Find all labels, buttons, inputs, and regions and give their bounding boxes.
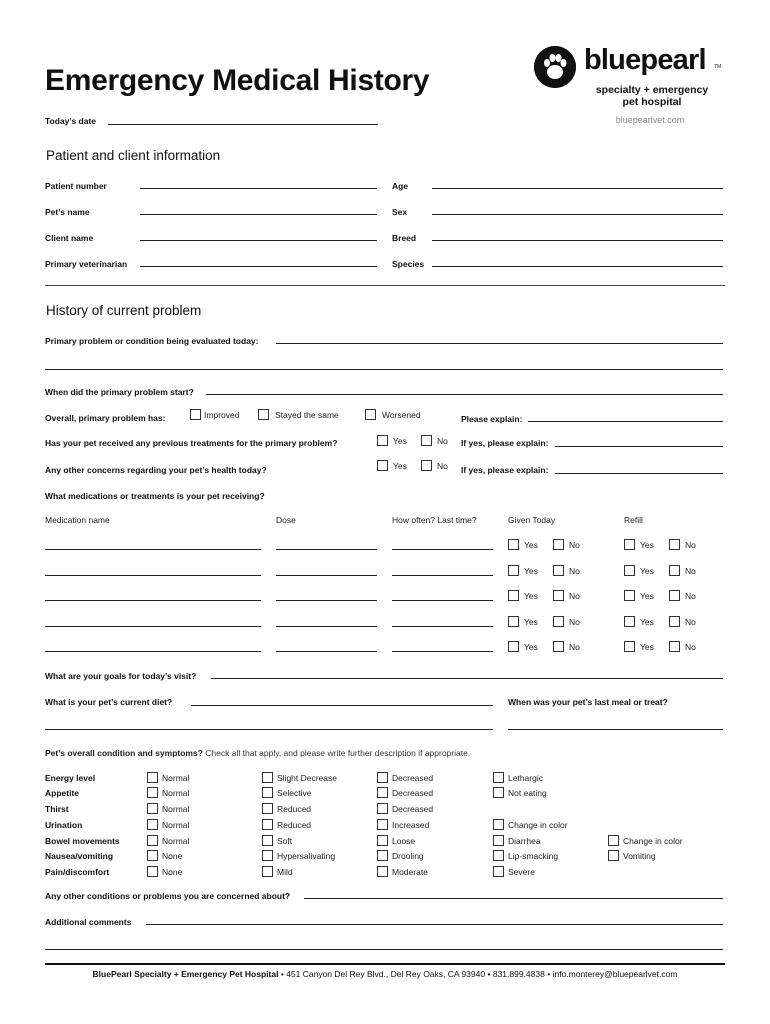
given-today-no-label: No [569, 540, 580, 550]
logo-tagline-2: pet hospital [622, 96, 682, 108]
other-concerns-label: Any other concerns regarding your pet’s health today? [45, 465, 267, 475]
thirst-normal-label: Normal [162, 804, 190, 814]
refill-no-checkbox[interactable] [669, 565, 680, 576]
pet-s-name-label: Pet’s name [45, 207, 90, 217]
appetite-not-eating-label: Not eating [508, 788, 547, 798]
additional-comments-field[interactable] [146, 924, 723, 925]
thirst-decreased-checkbox[interactable] [377, 803, 388, 814]
patient-number-label: Patient number [45, 181, 107, 191]
energy-level-lethargic-checkbox[interactable] [493, 772, 504, 783]
age-field[interactable] [432, 188, 723, 189]
bowel-movements-normal-label: Normal [162, 836, 190, 846]
dose-field[interactable] [276, 651, 377, 652]
worsened-checkbox[interactable] [365, 409, 376, 420]
if-yes-label: If yes, please explain: [461, 438, 549, 448]
medication-name-field[interactable] [45, 549, 261, 550]
other-concerns-yes-label: Yes [393, 461, 407, 471]
given-today-no-label: No [569, 617, 580, 627]
nausea-vomiting-none-label: None [162, 851, 183, 861]
given-today-yes-label: Yes [524, 540, 538, 550]
urination-reduced-checkbox[interactable] [262, 819, 273, 830]
medication-name-field[interactable] [45, 600, 261, 601]
nausea-vomiting-lip-smacking-checkbox[interactable] [493, 850, 504, 861]
additional-comments-label: Additional comments [45, 917, 132, 927]
bowel-movements-loose-label: Loose [392, 836, 416, 846]
medication-name-field[interactable] [45, 651, 261, 652]
dose-field[interactable] [276, 600, 377, 601]
pain-discomfort-severe-label: Severe [508, 867, 535, 877]
goals-label: What are your goals for today’s visit? [45, 671, 197, 681]
given-today-yes-label: Yes [524, 566, 538, 576]
given-today-yes-checkbox[interactable] [508, 641, 519, 652]
previous-treatments-no-checkbox[interactable] [421, 435, 432, 446]
medication-name-field[interactable] [45, 575, 261, 576]
todays-date-field[interactable] [108, 124, 378, 125]
stayed-same-option-label: Stayed the same [275, 410, 339, 420]
appetite-decreased-checkbox[interactable] [377, 787, 388, 798]
footer-sep-1: • [280, 969, 284, 979]
nausea-vomiting-hypersalivating-label: Hypersalivating [277, 851, 336, 861]
refill-no-label: No [685, 642, 696, 652]
last-meal-label: When was your pet’s last meal or treat? [508, 697, 668, 707]
breed-label: Breed [392, 233, 417, 243]
pain-discomfort-mild-checkbox[interactable] [262, 866, 273, 877]
given-today-no-checkbox[interactable] [553, 641, 564, 652]
thirst-reduced-checkbox[interactable] [262, 803, 273, 814]
given-today-no-label: No [569, 591, 580, 601]
goals-field[interactable] [211, 678, 723, 679]
appetite-normal-checkbox[interactable] [147, 787, 158, 798]
refill-yes-label: Yes [640, 540, 654, 550]
primary-veterinarian-label: Primary veterinarian [45, 259, 128, 269]
dose-field[interactable] [276, 575, 377, 576]
refill-no-label: No [685, 540, 696, 550]
primary-veterinarian-field[interactable] [140, 266, 377, 267]
energy-level-slight-decrease-checkbox[interactable] [262, 772, 273, 783]
refill-no-checkbox[interactable] [669, 590, 680, 601]
other-conditions-label: Any other conditions or problems you are concerned about? [45, 891, 291, 901]
how-often-header: How often? Last time? [392, 515, 477, 525]
thirst-reduced-label: Reduced [277, 804, 312, 814]
last-meal-field[interactable] [508, 729, 723, 730]
refill-no-label: No [685, 591, 696, 601]
previous-treatments-no-label: No [437, 436, 448, 446]
urination-change-in-color-checkbox[interactable] [493, 819, 504, 830]
pain-discomfort-moderate-checkbox[interactable] [377, 866, 388, 877]
refill-yes-label: Yes [640, 617, 654, 627]
history-section-title: History of current problem [46, 303, 202, 318]
how-often-field[interactable] [392, 626, 493, 627]
given-today-yes-checkbox[interactable] [508, 565, 519, 576]
if-yes-label-2: If yes, please explain: [461, 465, 549, 475]
energy-level-label: Energy level [45, 773, 96, 783]
nausea-vomiting-hypersalivating-checkbox[interactable] [262, 850, 273, 861]
footer-address: 451 Canyon Del Rey Blvd., Del Rey Oaks, CA 93940 [286, 969, 486, 979]
diet-field-2[interactable] [45, 729, 493, 730]
dose-header: Dose [276, 515, 296, 525]
appetite-normal-label: Normal [162, 788, 190, 798]
footer [45, 969, 725, 979]
medications-question: What medications or treatments is your pet receiving? [45, 491, 265, 501]
other-concerns-no-checkbox[interactable] [421, 460, 432, 471]
energy-level-normal-label: Normal [162, 773, 190, 783]
how-often-field[interactable] [392, 600, 493, 601]
refill-yes-label: Yes [640, 566, 654, 576]
bowel-movements-loose-checkbox[interactable] [377, 835, 388, 846]
pain-discomfort-none-label: None [162, 867, 183, 877]
improved-option-label: Improved [204, 410, 240, 420]
energy-level-decreased-label: Decreased [392, 773, 434, 783]
pain-discomfort-severe-checkbox[interactable] [493, 866, 504, 877]
patient-number-field[interactable] [140, 188, 377, 189]
pain-discomfort-none-checkbox[interactable] [147, 866, 158, 877]
bowel-movements-soft-label: Soft [277, 836, 293, 846]
logo-tagline-1: specialty + emergency [595, 84, 709, 96]
energy-level-normal-checkbox[interactable] [147, 772, 158, 783]
nausea-vomiting-lip-smacking-label: Lip-smacking [508, 851, 559, 861]
bowel-movements-label: Bowel movements [45, 836, 120, 846]
bowel-movements-diarrhea-checkbox[interactable] [493, 835, 504, 846]
previous-treatments-yes-label: Yes [393, 436, 407, 446]
footer-name: BluePearl Specialty + Emergency Pet Hospital [92, 969, 279, 979]
refill-no-label: No [685, 566, 696, 576]
client-name-field[interactable] [140, 240, 377, 241]
energy-level-slight-decrease-label: Slight Decrease [277, 773, 338, 783]
worsened-option-label: Worsened [382, 410, 421, 420]
logo-wordmark: bluepearl [584, 44, 706, 76]
primary-problem-label: Primary problem or condition being evaluated today: [45, 336, 259, 346]
medication-name-field[interactable] [45, 626, 261, 627]
patient-section-title: Patient and client information [46, 148, 221, 163]
footer-sep-2: • [487, 969, 491, 979]
refill-header: Refill [624, 515, 643, 525]
bowel-movements-change-in-color-label: Change in color [623, 836, 683, 846]
primary-problem-field[interactable] [276, 343, 723, 344]
if-yes-explain-field[interactable] [555, 446, 723, 447]
urination-reduced-label: Reduced [277, 820, 312, 830]
primary-problem-field-2[interactable] [45, 369, 723, 370]
dose-field[interactable] [276, 626, 377, 627]
bowel-movements-diarrhea-label: Diarrhea [508, 836, 541, 846]
improved-checkbox[interactable] [190, 409, 201, 420]
thirst-decreased-label: Decreased [392, 804, 434, 814]
please-explain-field[interactable] [528, 421, 723, 422]
pain-discomfort-label: Pain/discomfort [45, 867, 110, 877]
energy-level-lethargic-label: Lethargic [508, 773, 543, 783]
urination-change-in-color-label: Change in color [508, 820, 568, 830]
if-yes-explain-field-2[interactable] [555, 473, 723, 474]
footer-phone: 831.899.4838 [492, 969, 545, 979]
dose-field[interactable] [276, 549, 377, 550]
stayed-same-checkbox[interactable] [258, 409, 269, 420]
nausea-vomiting-drooling-checkbox[interactable] [377, 850, 388, 861]
given-today-yes-checkbox[interactable] [508, 616, 519, 627]
overall-label: Overall, primary problem has: [45, 413, 166, 423]
problem-start-field[interactable] [206, 394, 723, 395]
section-divider [45, 285, 725, 286]
urination-normal-checkbox[interactable] [147, 819, 158, 830]
thirst-normal-checkbox[interactable] [147, 803, 158, 814]
urination-label: Urination [45, 820, 83, 830]
sex-label: Sex [392, 207, 408, 217]
urination-increased-checkbox[interactable] [377, 819, 388, 830]
logo-trademark: TM [714, 64, 722, 70]
refill-no-checkbox[interactable] [669, 616, 680, 627]
symptoms-intro-bold: Pet’s overall condition and symptoms? [45, 748, 203, 758]
refill-yes-checkbox[interactable] [624, 641, 635, 652]
given-today-yes-checkbox[interactable] [508, 590, 519, 601]
refill-yes-checkbox[interactable] [624, 539, 635, 550]
given-today-yes-label: Yes [524, 617, 538, 627]
species-label: Species [392, 259, 425, 269]
refill-no-label: No [685, 617, 696, 627]
refill-no-checkbox[interactable] [669, 539, 680, 550]
refill-yes-checkbox[interactable] [624, 590, 635, 601]
page-title: Emergency Medical History [45, 64, 430, 97]
previous-treatments-label: Has your pet received any previous treatments for the primary problem? [45, 438, 338, 448]
thirst-label: Thirst [45, 804, 69, 814]
other-concerns-yes-checkbox[interactable] [377, 460, 388, 471]
given-today-no-checkbox[interactable] [553, 616, 564, 627]
given-today-yes-label: Yes [524, 591, 538, 601]
refill-yes-label: Yes [640, 642, 654, 652]
problem-start-label: When did the primary problem start? [45, 387, 194, 397]
todays-date-label: Today’s date [45, 116, 97, 126]
given-today-no-checkbox[interactable] [553, 590, 564, 601]
diet-field[interactable] [191, 705, 493, 706]
nausea-vomiting-label: Nausea/vomiting [45, 851, 114, 861]
nausea-vomiting-drooling-label: Drooling [392, 851, 424, 861]
energy-level-decreased-checkbox[interactable] [377, 772, 388, 783]
given-today-no-checkbox[interactable] [553, 565, 564, 576]
appetite-not-eating-checkbox[interactable] [493, 787, 504, 798]
footer-sep-3: • [547, 969, 551, 979]
how-often-field[interactable] [392, 549, 493, 550]
bowel-movements-soft-checkbox[interactable] [262, 835, 273, 846]
refill-yes-checkbox[interactable] [624, 616, 635, 627]
given-today-no-checkbox[interactable] [553, 539, 564, 550]
appetite-decreased-label: Decreased [392, 788, 434, 798]
sex-field[interactable] [432, 214, 723, 215]
urination-increased-label: Increased [392, 820, 430, 830]
bowel-movements-change-in-color-checkbox[interactable] [608, 835, 619, 846]
refill-yes-label: Yes [640, 591, 654, 601]
given-today-no-label: No [569, 642, 580, 652]
footer-divider [45, 963, 725, 965]
client-name-label: Client name [45, 233, 94, 243]
refill-yes-checkbox[interactable] [624, 565, 635, 576]
additional-comments-field-2[interactable] [45, 949, 723, 950]
nausea-vomiting-none-checkbox[interactable] [147, 850, 158, 861]
medication-name-header: Medication name [45, 515, 110, 525]
nausea-vomiting-vomiting-label: Vomiting [623, 851, 656, 861]
symptoms-intro [45, 748, 470, 758]
bowel-movements-normal-checkbox[interactable] [147, 835, 158, 846]
refill-no-checkbox[interactable] [669, 641, 680, 652]
symptoms-intro-rest: Check all that apply, and please write further description if appropriate. [202, 748, 471, 758]
other-conditions-field[interactable] [304, 898, 723, 899]
given-today-yes-checkbox[interactable] [508, 539, 519, 550]
urination-normal-label: Normal [162, 820, 190, 830]
pet-s-name-field[interactable] [140, 214, 377, 215]
please-explain-label: Please explain: [461, 414, 523, 424]
pain-discomfort-moderate-label: Moderate [392, 867, 428, 877]
previous-treatments-yes-checkbox[interactable] [377, 435, 388, 446]
how-often-field[interactable] [392, 651, 493, 652]
given-today-no-label: No [569, 566, 580, 576]
species-field[interactable] [432, 266, 723, 267]
how-often-field[interactable] [392, 575, 493, 576]
other-concerns-no-label: No [437, 461, 448, 471]
given-today-yes-label: Yes [524, 642, 538, 652]
pain-discomfort-mild-label: Mild [277, 867, 293, 877]
appetite-selective-checkbox[interactable] [262, 787, 273, 798]
footer-email: info.monterey@bluepearlvet.com [552, 969, 678, 979]
diet-label: What is your pet’s current diet? [45, 697, 173, 707]
nausea-vomiting-vomiting-checkbox[interactable] [608, 850, 619, 861]
logo-url: bluepearlvet.com [615, 115, 685, 125]
given-today-header: Given Today [508, 515, 556, 525]
paw-logo-icon [534, 46, 576, 88]
appetite-selective-label: Selective [277, 788, 312, 798]
age-label: Age [392, 181, 409, 191]
breed-field[interactable] [432, 240, 723, 241]
appetite-label: Appetite [45, 788, 79, 798]
